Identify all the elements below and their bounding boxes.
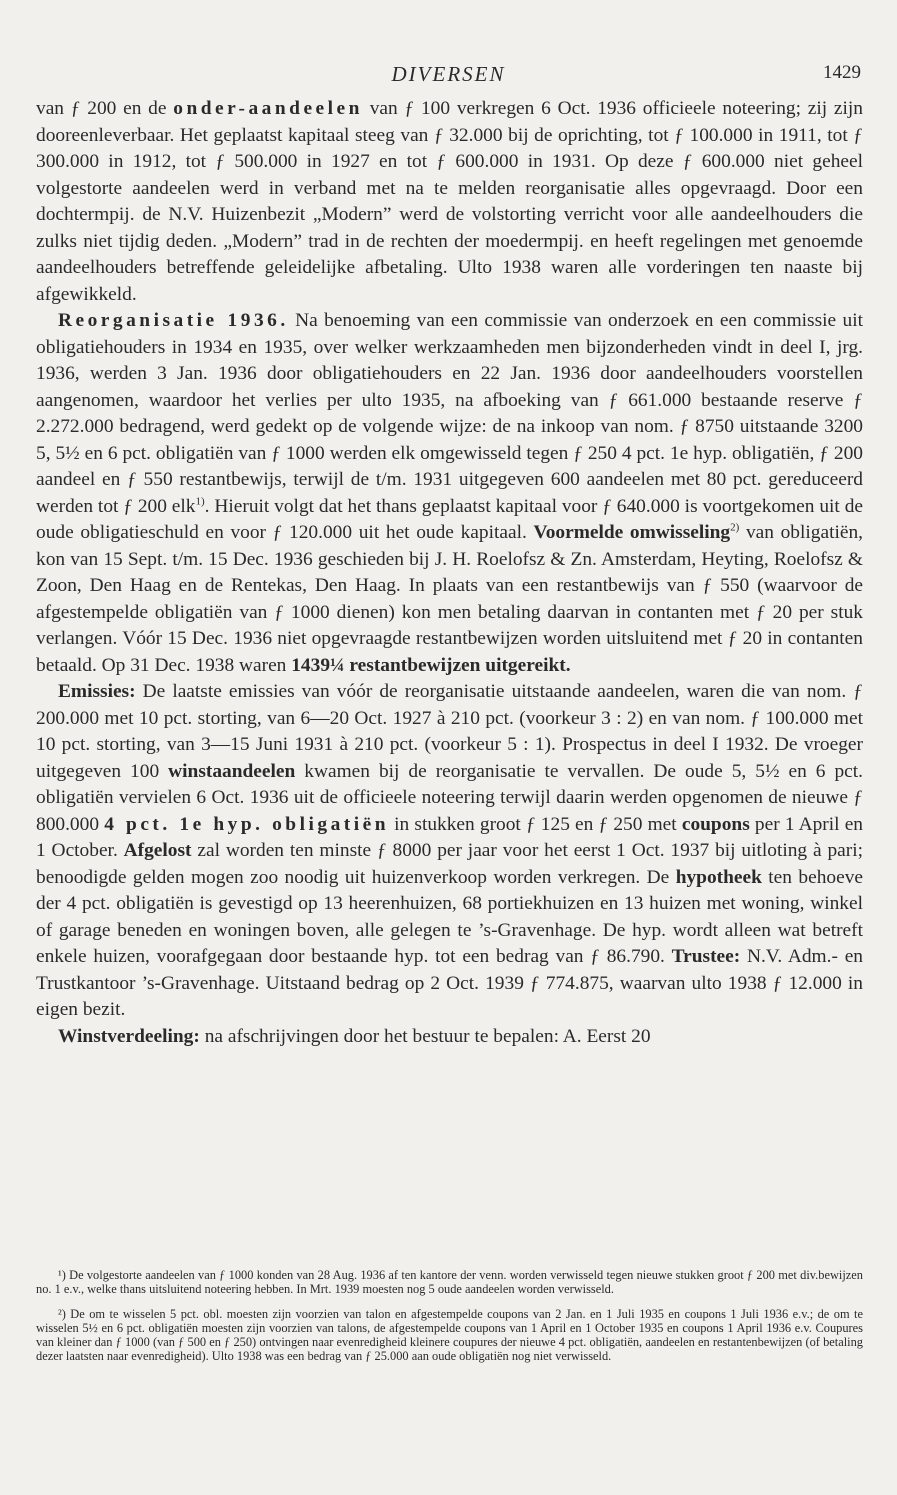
footnote: ²) De om te wisselen 5 pct. obl. moesten zijn voorzien van talon en afgestempelde coupons van 2 Jan. en 1 Juli 1935 en coupons 1 Juli 1936 e.v.; de om te wisselen 5½ en 6 pct. obligatiën moesten zijn voorzien van talons, de afgestempelde coupons van 1 April en 1 October 1935 en coupons 1 April 1936 e.v. Coupures van kleiner dan ƒ 1000 (van ƒ 500 en ƒ 250) ontvingen naar evenredigheid kleinere coupures der nieuwe 4 pct. obligatiën, aandeelen en restantenbewijzen (of betaling dezer laatsten naar evenredigheid). Ulto 1938 was een bedrag van ƒ 25.000 aan oude obligatiën nog niet verwisseld. — [36, 1306, 863, 1364]
text-run: van ƒ 200 en de — [36, 98, 174, 119]
text-run: kwamen bij de reorganisatie te vervallen. De oude 5, 5½ en 6 pct. obligatiën vervielen 6 Oct. 1936 uit de officieele noteering terwijl daarin werden opgenomen de nieuwe ƒ 800.000 — [36, 760, 863, 835]
footnotes — [36, 1268, 863, 1374]
text-run: van ƒ 100 verkregen 6 Oct. 1936 officieele noteering; zij zijn dooreenleverbaar. Het geplaatst kapitaal steeg van ƒ 32.000 bij de oprichting, tot ƒ 100.000 in 1911, tot ƒ 300.000 in 1912, tot ƒ 500.000 in 1927 en tot ƒ 600.000 in 1931. Op deze ƒ 600.000 niet geheel volgestorte aandeelen werd in verband met na te melden reorganisatie alles opgevraagd. Door een dochtermpij. de N.V. Huizenbezit „Modern” werd de volstorting verricht voor alle aandeelhouders die zulks niet tijdig deden. „Modern” trad in de rechten der moedermpij. en heeft regelingen met genoemde aandeelhouders betreffende geleidelijke afbetaling. Ulto 1938 waren alle vorderingen ten naaste bij afgewikkeld. — [36, 98, 864, 305]
text-run: Na benoeming van een commissie van onderzoek en een commissie uit obligatiehouders in 1934 en 1935, over welker werkzaamheden men bijzonderheden vindt in deel I, jrg. 1936, werden 3 Jan. 1936 door obligatiehouders en 22 Jan. 1936 door aandeelhouders voorstellen aangenomen, waardoor het verlies per ulto 1935, na afboeking van ƒ 661.000 bestaande reserve ƒ 2.272.000 bedragend, werd gedekt op de volgende wijze: de na inkoop van nom. ƒ 8750 uitstaande 3200 5, 5½ en 6 pct. obligatiën van ƒ 1000 werden elk omgewisseld tegen ƒ 250 4 pct. 1e hyp. obligatiën, ƒ 200 aandeel en ƒ 550 restantbewijs, terwijl de t/m. 1931 uitgegeven 600 aandeelen met 80 pct. gereduceerd werden tot ƒ 200 elk — [36, 310, 863, 517]
emphasis-text: Reorganisatie 1936. — [58, 310, 289, 331]
footnote-ref: 2) — [730, 521, 740, 534]
text-run: van obligatiën, kon van 15 Sept. t/m. 15 Dec. 1936 geschieden bij J. H. Roelofsz & Zn. Amsterdam, Heyting, Roelofsz & Zoon, Den Haag en de Rentekas, Den Haag. In plaats van een restantbewijs van ƒ 550 (waarvoor de afgestempelde obligatiën van ƒ 1000 dienen) kon men betaling daarvan in contanten met ƒ 20 per stuk verlangen. Vóór 15 Dec. 1936 niet opgevraagde restantbewijzen worden uitsluitend met ƒ 20 in contanten betaald. Op 31 Dec. 1938 waren — [36, 522, 864, 676]
footnote: ¹) De volgestorte aandeelen van ƒ 1000 konden van 28 Aug. 1936 af ten kantore der venn. worden verwisseld tegen nieuwe stukken groot ƒ 200 met div.bewijzen no. 1 e.v., welke thans uitsluitend noteering hebben. In Mrt. 1939 moesten nog 5 oude aandeelen worden verwisseld. — [36, 1268, 863, 1297]
emphasis-text: hypotheek — [675, 866, 762, 888]
paragraph — [36, 679, 863, 1024]
text-run: . Hieruit volgt dat het thans geplaatst kapitaal voor ƒ 640.000 is voortgekomen uit de oude obligatieschuld en voor ƒ 120.000 uit het oude kapitaal. — [36, 495, 863, 543]
text-run: ten behoeve der 4 pct. obligatiën is gevestigd op 13 heerenhuizen, 68 portiekhuizen en 13 huizen met woning, winkel of garage beneden en woningen boven, alle gelegen te ’s-Gravenhage. De hyp. wordt alleen wat betreft enkele huizen, voorafgegaan door bestaande hyp. tot een bedrag van ƒ 86.790. — [36, 866, 863, 967]
emphasis-text: Trustee: — [671, 946, 741, 967]
text-run: zal worden ten minste ƒ 8000 per jaar voor het eerst 1 Oct. 1937 bij uitloting à pari; benoodigde gelden mogen zoo noodig uit huizenverkoop worden verkregen. De — [36, 840, 863, 888]
emphasis-text: Afgelost — [123, 840, 192, 861]
emphasis-text: 1439¼ restantbewijzen uitgereikt. — [291, 654, 571, 676]
emphasis-text: Voormelde omwisseling — [533, 522, 731, 543]
emphasis-text: onder-aandeelen — [173, 98, 363, 119]
emphasis-text: coupons — [681, 813, 750, 835]
emphasis-text: Emissies: — [58, 681, 136, 702]
footnote-ref: 1) — [195, 495, 205, 508]
text-run: per 1 April en 1 October. — [36, 813, 863, 861]
text-run: N.V. Adm.- en Trustkantoor ’s-Gravenhage. Uitstaand bedrag op 2 Oct. 1939 ƒ 774.875, waarvan ulto 1938 ƒ 12.000 in eigen bezit. — [36, 946, 863, 1020]
paragraph — [36, 308, 863, 679]
emphasis-text: winstaandeelen — [168, 760, 296, 782]
body-text — [36, 96, 863, 1050]
text-run: De laatste emissies van vóór de reorganisatie uitstaande aandeelen, waren die van nom. ƒ 200.000 met 10 pct. storting, van 6—20 Oct. 1927 à 210 pct. (voorkeur 3 : 2) en van nom. ƒ 100.000 met 10 pct. storting, van 3—15 Juni 1931 à 210 pct. (voorkeur 5 : 1). Prospectus in deel I 1932. De vroeger uitgegeven 100 — [36, 681, 863, 782]
page-header — [36, 62, 861, 88]
running-title: DIVERSEN — [391, 62, 506, 86]
text-run: in stukken groot ƒ 125 en ƒ 250 met — [389, 813, 682, 835]
emphasis-text: Winstverdeeling: — [58, 1025, 200, 1047]
paragraph — [36, 1024, 863, 1051]
page-number: 1429 — [823, 62, 861, 83]
paragraph — [36, 96, 863, 308]
emphasis-text: 4 pct. 1e hyp. obligatiën — [104, 813, 389, 835]
text-run: na afschrijvingen door het bestuur te bepalen: A. Eerst 20 — [199, 1025, 651, 1047]
